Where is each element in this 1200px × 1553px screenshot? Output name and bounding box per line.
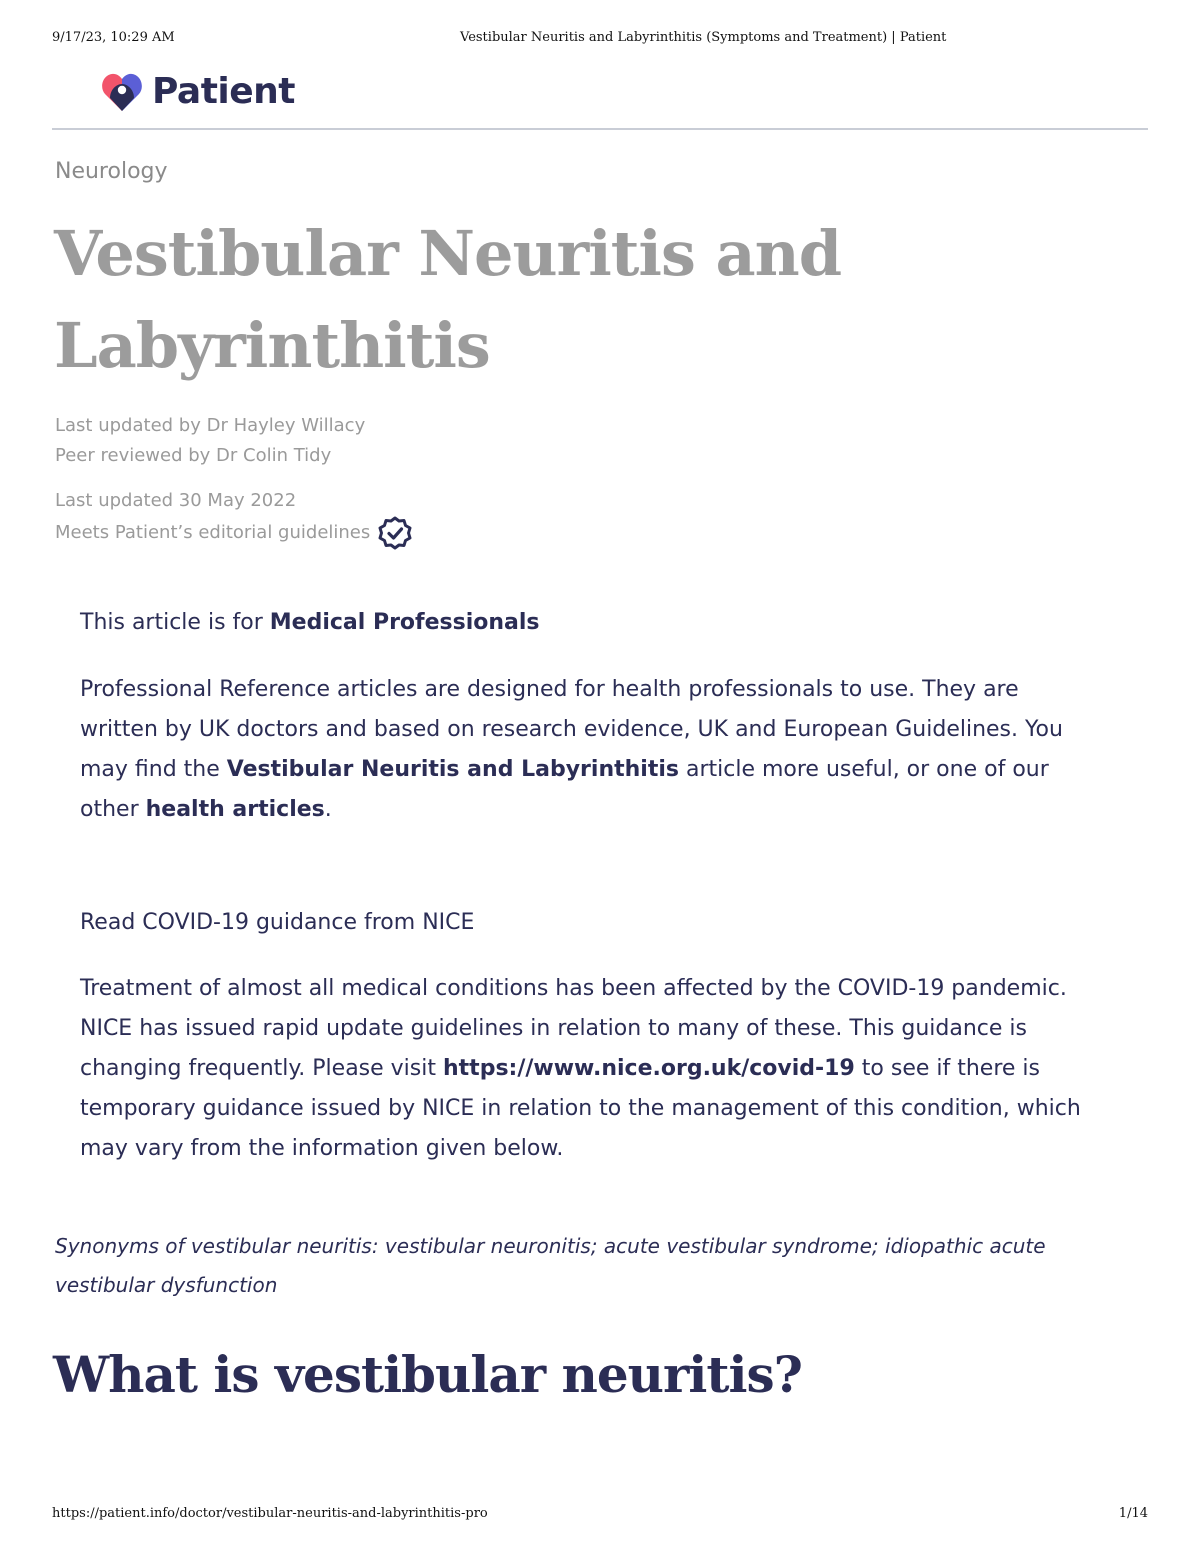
health-articles-link[interactable]: health articles bbox=[145, 797, 325, 822]
covid-text-2: to see if there is temporary guidance issued by NICE in relation to the management of this condition, which may vary from the information given below. bbox=[80, 1056, 1081, 1161]
editorial-guidelines-text: Meets Patient’s editorial guidelines bbox=[55, 522, 371, 543]
audience-prefix: This article is for bbox=[80, 610, 270, 635]
print-url: https://patient.info/doctor/vestibular-neuritis-and-labyrinthitis-pro bbox=[52, 1506, 488, 1521]
reference-note-text-3: . bbox=[324, 797, 332, 822]
verified-badge-icon bbox=[378, 516, 412, 550]
article-title: Vestibular Neuritis and Labyrinthitis bbox=[54, 217, 842, 382]
updated-by: Last updated by Dr Hayley Willacy bbox=[55, 415, 366, 436]
patient-article-link[interactable]: Vestibular Neuritis and Labyrinthitis bbox=[226, 757, 679, 782]
reviewed-by: Peer reviewed by Dr Colin Tidy bbox=[55, 445, 332, 466]
print-header bbox=[52, 30, 1148, 50]
print-document-title: Vestibular Neuritis and Labyrinthitis (Symptoms and Treatment) | Patient bbox=[460, 30, 947, 45]
audience-label: Medical Professionals bbox=[269, 610, 540, 635]
synonyms: Synonyms of vestibular neuritis: vestibular neuronitis; acute vestibular syndrome; idiopathic acute vestibular dysfunction bbox=[55, 1234, 1046, 1297]
reference-note bbox=[80, 670, 1100, 830]
editorial-guidelines[interactable] bbox=[55, 516, 412, 550]
page-number: 1/14 bbox=[1118, 1506, 1148, 1521]
patient-heart-logo-icon bbox=[100, 70, 144, 114]
article-category[interactable]: Neurology bbox=[55, 159, 168, 184]
covid-guidance bbox=[80, 969, 1100, 1169]
reference-note-text-1: Professional Reference articles are designed for health professionals to use. They are written by UK doctors and based on research evidence, UK and European Guidelines. You may find the bbox=[80, 677, 1063, 782]
last-updated-date: Last updated 30 May 2022 bbox=[55, 490, 297, 511]
covid-text-1: Treatment of almost all medical conditions has been affected by the COVID-19 pandemic. NICE has issued rapid update guidelines in relation to many of these. This guidance is changing frequently. Please visit bbox=[80, 976, 1067, 1081]
reference-note-text-2: article more useful, or one of our other bbox=[80, 757, 1049, 822]
header-divider bbox=[52, 128, 1148, 130]
section-heading: What is vestibular neuritis? bbox=[53, 1345, 802, 1404]
print-date: 9/17/23, 10:29 AM bbox=[52, 30, 175, 45]
patient-logo[interactable] bbox=[100, 70, 295, 114]
audience-notice bbox=[80, 603, 1100, 643]
nice-covid-link[interactable]: https://www.nice.org.uk/covid-19 bbox=[443, 1056, 855, 1081]
covid-heading: Read COVID-19 guidance from NICE bbox=[80, 910, 475, 935]
logo-wordmark: Patient bbox=[152, 71, 296, 112]
